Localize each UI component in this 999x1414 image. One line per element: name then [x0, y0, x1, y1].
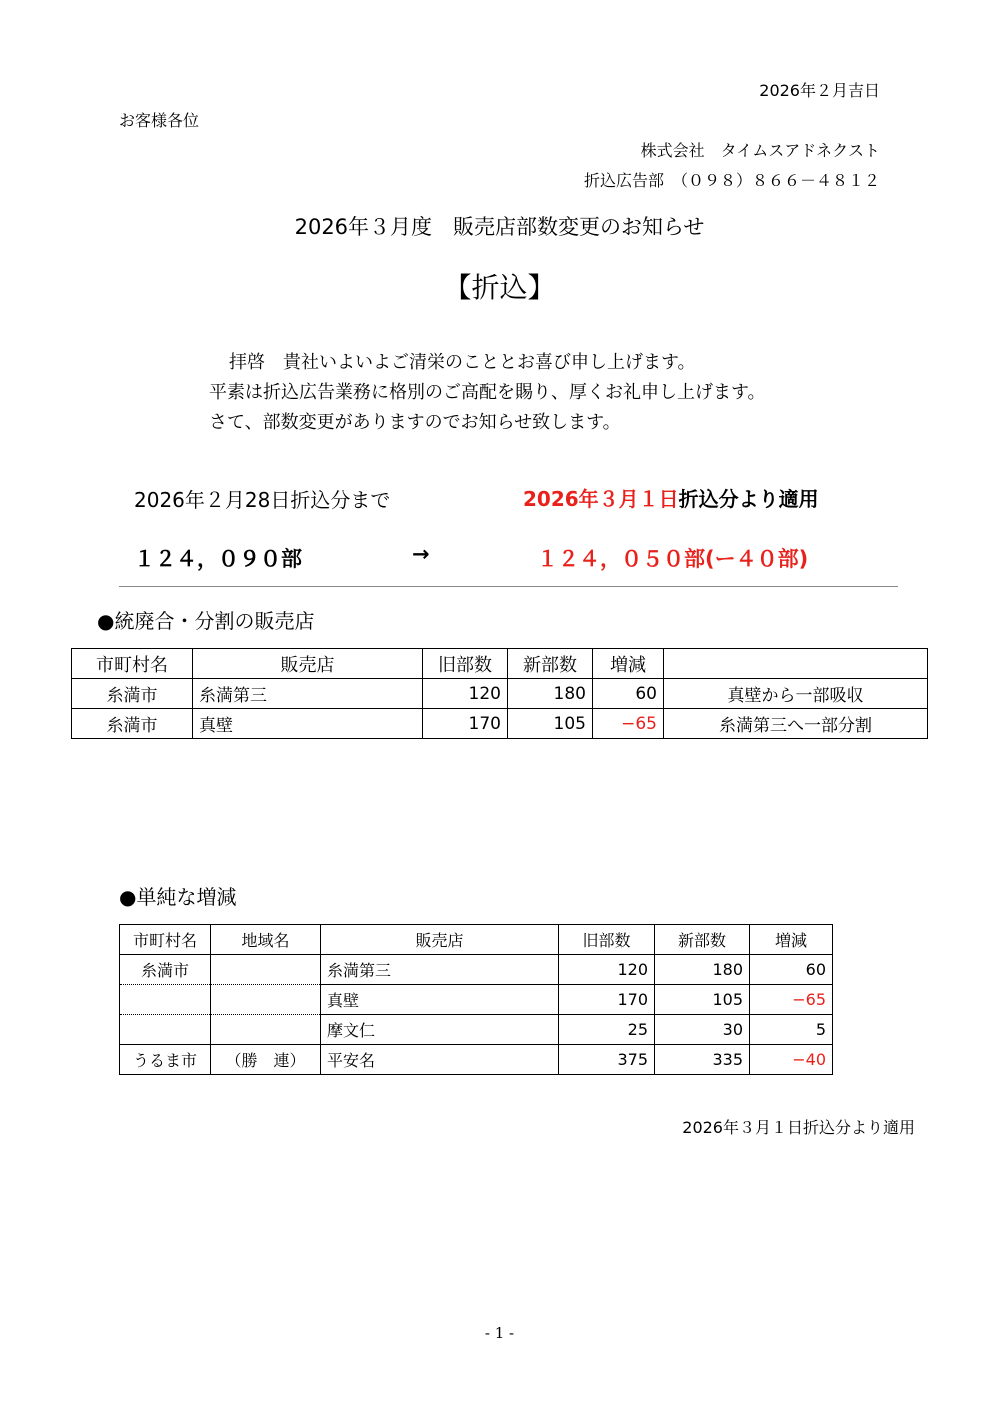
table-row	[120, 985, 833, 1015]
section2-heading: ●単純な増減	[119, 885, 237, 909]
arrow: →	[412, 542, 430, 566]
after-label-date: 2026年３月１日	[523, 487, 679, 511]
cell-old: 120	[559, 955, 655, 985]
cell-note: 糸満第三へ一部分割	[664, 709, 928, 739]
col-store: 販売店	[321, 925, 559, 955]
issue-date: 2026年２月吉日	[759, 81, 880, 100]
cell-city	[120, 1015, 211, 1045]
col-new: 新部数	[655, 925, 750, 955]
cell-new: 180	[655, 955, 750, 985]
page-subtitle: 【折込】	[443, 271, 556, 304]
cell-store: 真壁	[193, 709, 423, 739]
cell-new: 335	[655, 1045, 750, 1075]
greeting-line-3: さて、部数変更がありますのでお知らせ致します。	[209, 412, 621, 433]
cell-diff: 60	[750, 955, 833, 985]
cell-city: 糸満市	[72, 709, 193, 739]
cell-new: 30	[655, 1015, 750, 1045]
cell-store: 摩文仁	[321, 1015, 559, 1045]
cell-store: 糸満第三	[321, 955, 559, 985]
recipient: お客様各位	[119, 111, 200, 130]
col-city: 市町村名	[120, 925, 211, 955]
section1-heading: ●統廃合・分割の販売店	[97, 609, 315, 633]
cell-area: （勝 連）	[211, 1045, 321, 1075]
cell-city: 糸満市	[120, 955, 211, 985]
cell-city: うるま市	[120, 1045, 211, 1075]
col-note	[664, 649, 928, 679]
cell-store: 糸満第三	[193, 679, 423, 709]
col-old: 旧部数	[423, 649, 508, 679]
cell-diff: 5	[750, 1015, 833, 1045]
table-header-row	[72, 649, 928, 679]
department-phone: 折込広告部 （０９８）８６６－４８１２	[583, 171, 880, 190]
cell-old: 375	[559, 1045, 655, 1075]
simple-change-table	[119, 924, 833, 1075]
cell-old: 120	[423, 679, 508, 709]
col-diff: 増減	[750, 925, 833, 955]
cell-diff: −65	[750, 985, 833, 1015]
table-row	[120, 1015, 833, 1045]
after-label-suffix: 折込分より適用	[678, 487, 819, 511]
page-number: - 1 -	[484, 1324, 515, 1342]
after-label	[523, 483, 819, 512]
cell-city	[120, 985, 211, 1015]
cell-store: 平安名	[321, 1045, 559, 1075]
cell-store: 真壁	[321, 985, 559, 1015]
cell-note: 真壁から一部吸収	[664, 679, 928, 709]
cell-old: 170	[423, 709, 508, 739]
company-name: 株式会社 タイムスアドネクスト	[640, 141, 880, 160]
divider	[119, 586, 898, 587]
merger-table	[71, 648, 928, 739]
col-new: 新部数	[508, 649, 593, 679]
table-row	[120, 955, 833, 985]
col-city: 市町村名	[72, 649, 193, 679]
cell-new: 105	[508, 709, 593, 739]
table-header-row	[120, 925, 833, 955]
col-old: 旧部数	[559, 925, 655, 955]
cell-area	[211, 1015, 321, 1045]
cell-diff: −40	[750, 1045, 833, 1075]
cell-area	[211, 985, 321, 1015]
table-row	[72, 679, 928, 709]
cell-diff: 60	[593, 679, 664, 709]
table-row	[72, 709, 928, 739]
cell-old: 25	[559, 1015, 655, 1045]
cell-city: 糸満市	[72, 679, 193, 709]
table-row	[120, 1045, 833, 1075]
after-count: １２４，０５０部(ー４０部)	[537, 547, 809, 571]
greeting-line-1: 拝啓 貴社いよいよご清栄のこととお喜び申し上げます。	[229, 352, 696, 373]
col-store: 販売店	[193, 649, 423, 679]
page-title: 2026年３月度 販売店部数変更のお知らせ	[294, 215, 705, 239]
footer-note: 2026年３月１日折込分より適用	[682, 1118, 915, 1137]
cell-new: 180	[508, 679, 593, 709]
greeting-line-2: 平素は折込広告業務に格別のご高配を賜り、厚くお礼申し上げます。	[209, 382, 766, 403]
col-area: 地域名	[211, 925, 321, 955]
before-label: 2026年２月28日折込分まで	[134, 488, 391, 512]
cell-area	[211, 955, 321, 985]
col-diff: 増減	[593, 649, 664, 679]
cell-new: 105	[655, 985, 750, 1015]
cell-old: 170	[559, 985, 655, 1015]
cell-diff: −65	[593, 709, 664, 739]
before-count: １２４，０９０部	[134, 547, 302, 571]
